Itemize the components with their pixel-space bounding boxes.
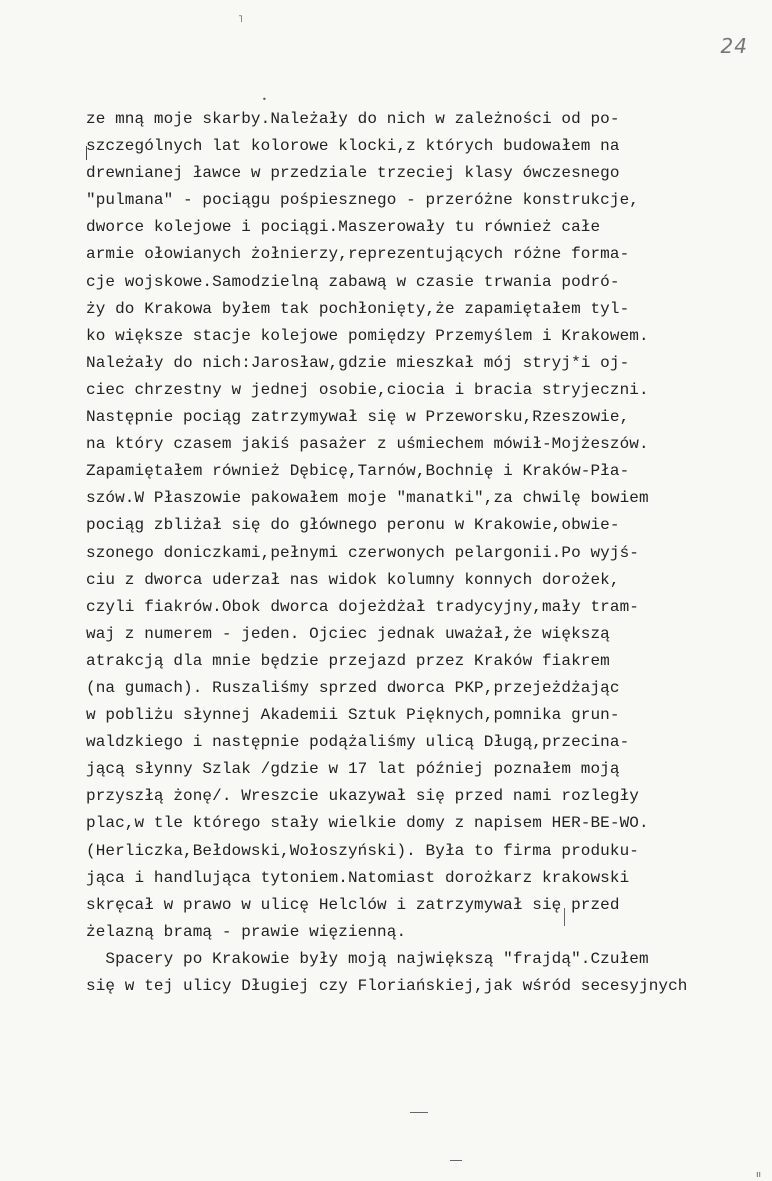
text-line: waj z numerem - jeden. Ojciec jednak uważał,że większą <box>86 624 610 643</box>
text-line: pociąg zbliżał się do głównego peronu w Krakowie,obwie- <box>86 516 620 535</box>
footer-dash-2 <box>450 1160 462 1161</box>
text-line: szonego doniczkami,pełnymi czerwonych pelargonii.Po wyjś- <box>86 543 639 562</box>
stray-mark-dot: • <box>262 95 267 104</box>
text-line: armie ołowianych żołnierzy,reprezentujących różne forma- <box>86 245 630 264</box>
text-line: ze mną moje skarby.Należały do nich w zależności od po- <box>86 110 620 128</box>
text-line: żelazną bramą - prawie więzienną. <box>86 922 407 941</box>
text-line: drewnianej ławce w przedziale trzeciej klasy ówczesnego <box>86 164 620 183</box>
text-line: Spacery po Krakowie były moją największą "frajdą".Czułem <box>86 949 649 968</box>
text-line: przyszłą żonę/. Wreszcie ukazywał się przed nami rozległy <box>86 787 639 806</box>
text-line: szów.W Płaszowie pakowałem moje "manatki",za chwilę bowiem <box>86 489 649 508</box>
text-line: Następnie pociąg zatrzymywał się w Przeworsku,Rzeszowie, <box>86 408 630 427</box>
text-line: ciec chrzestny w jednej osobie,ciocia i bracia stryjeczni. <box>86 380 649 399</box>
text-line: się w tej ulicy Długiej czy Floriańskiej,jak wśród secesyjnych <box>86 977 688 995</box>
footer-dash-1 <box>410 1112 428 1113</box>
corner-mark: ıı <box>756 1170 762 1180</box>
typed-text-block <box>86 106 746 1000</box>
text-line: atrakcją dla mnie będzie przejazd przez Kraków fiakrem <box>86 651 610 670</box>
text-line: "pulmana" - pociągu pośpiesznego - przeróżne konstrukcje, <box>86 191 639 210</box>
text-line: waldzkiego i następnie podążaliśmy ulicą Długą,przecina- <box>86 733 630 752</box>
stray-mark-top: ˥ <box>238 14 243 25</box>
text-line: Należały do nich:Jarosław,gdzie mieszkał mój stryj*i oj- <box>86 353 630 372</box>
text-line: w pobliżu słynnej Akademii Sztuk Pięknych,pomnika grun- <box>86 706 620 725</box>
page-number: 24 <box>720 34 748 58</box>
text-line: Zapamiętałem również Dębicę,Tarnów,Bochnię i Kraków-Pła- <box>86 462 630 481</box>
text-line: jącą słynny Szlak /gdzie w 17 lat później poznałem moją <box>86 760 620 779</box>
text-line: cje wojskowe.Samodzielną zabawą w czasie trwania podró- <box>86 272 620 291</box>
text-line: (na gumach). Ruszaliśmy sprzed dworca PKP,przejeżdżając <box>86 678 620 697</box>
text-line: plac,w tle którego stały wielkie domy z napisem HER-BE-WO. <box>86 814 649 833</box>
text-line: skręcał w prawo w ulicę Helclów i zatrzymywał się przed <box>86 895 620 914</box>
text-line: ży do Krakowa byłem tak pochłonięty,że zapamiętałem tyl- <box>86 299 630 318</box>
text-line: ko większe stacje kolejowe pomiędzy Przemyślem i Krakowem. <box>86 326 649 345</box>
text-line: szczególnych lat kolorowe klocki,z których budowałem na <box>86 137 620 156</box>
text-line: (Herliczka,Bełdowski,Wołoszyński). Była to firma produku- <box>86 841 639 860</box>
text-line: jąca i handlująca tytoniem.Natomiast dorożkarz krakowski <box>86 868 630 887</box>
text-line: czyli fiakrów.Obok dworca dojeżdżał tradycyjny,mały tram- <box>86 597 639 616</box>
text-line: ciu z dworca uderzał nas widok kolumny konnych dorożek, <box>86 570 620 589</box>
text-line: dworce kolejowe i pociągi.Maszerowały tu również całe <box>86 218 601 237</box>
text-line: na który czasem jakiś pasażer z uśmiechem mówił-Mojżeszów. <box>86 435 649 454</box>
